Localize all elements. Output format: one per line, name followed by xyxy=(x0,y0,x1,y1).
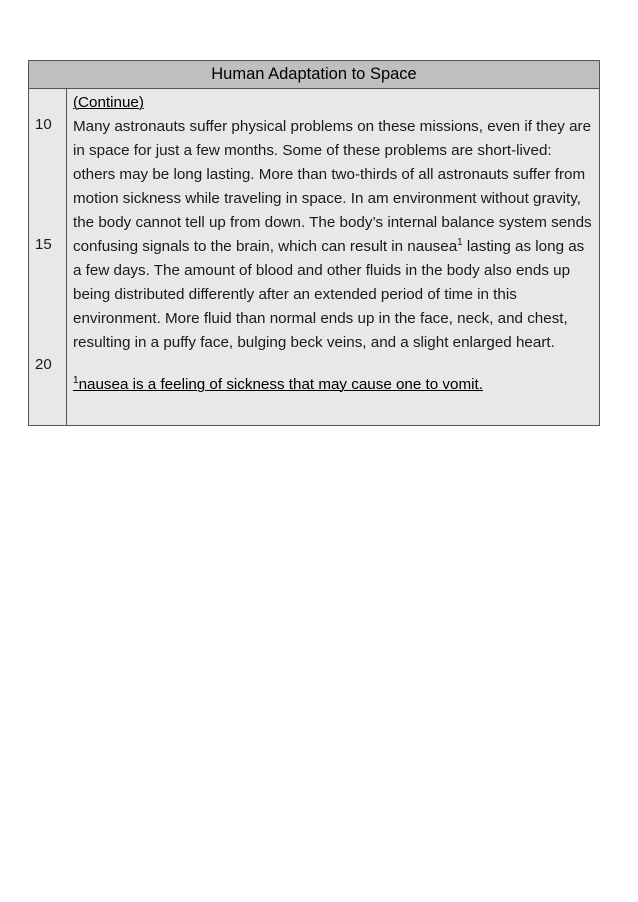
footnote xyxy=(73,373,593,397)
line-number-15: 15 xyxy=(35,236,52,253)
footnote-marker: 1 xyxy=(457,236,463,248)
line-number-column xyxy=(29,89,67,426)
passage-title: Human Adaptation to Space xyxy=(29,61,600,89)
continue-label: (Continue) xyxy=(73,94,144,111)
passage-table xyxy=(28,60,600,426)
title-row xyxy=(29,61,600,89)
passage-body-part1: Many astronauts suffer physical problems on these missions, even if they are in space for just a few months. Some of these problems are short-lived: others may be long lasting. More than two-thirds of all astronauts suffer from motion sickness while traveling in space. In am environment without gravity, the body cannot tell up from down. The body’s internal balance system sends confusing signals to the brain, which can result in nausea xyxy=(73,118,592,255)
line-number-20: 20 xyxy=(35,356,52,373)
passage-body-part2: lasting as long as a few days. The amount of blood and other fluids in the body also ends up being distributed differently after an extended period of time in this environment. More fluid than normal ends up in the face, neck, and chest, resulting in a puffy face, bulging beck veins, and a slight enlarged heart. xyxy=(73,238,585,351)
line-number-10: 10 xyxy=(35,116,52,133)
content-row xyxy=(29,89,600,426)
footnote-number: 1 xyxy=(73,374,79,386)
passage-body xyxy=(73,115,593,355)
passage-text-column xyxy=(67,89,600,426)
footnote-text: nausea is a feeling of sickness that may cause one to vomit. xyxy=(78,376,483,393)
